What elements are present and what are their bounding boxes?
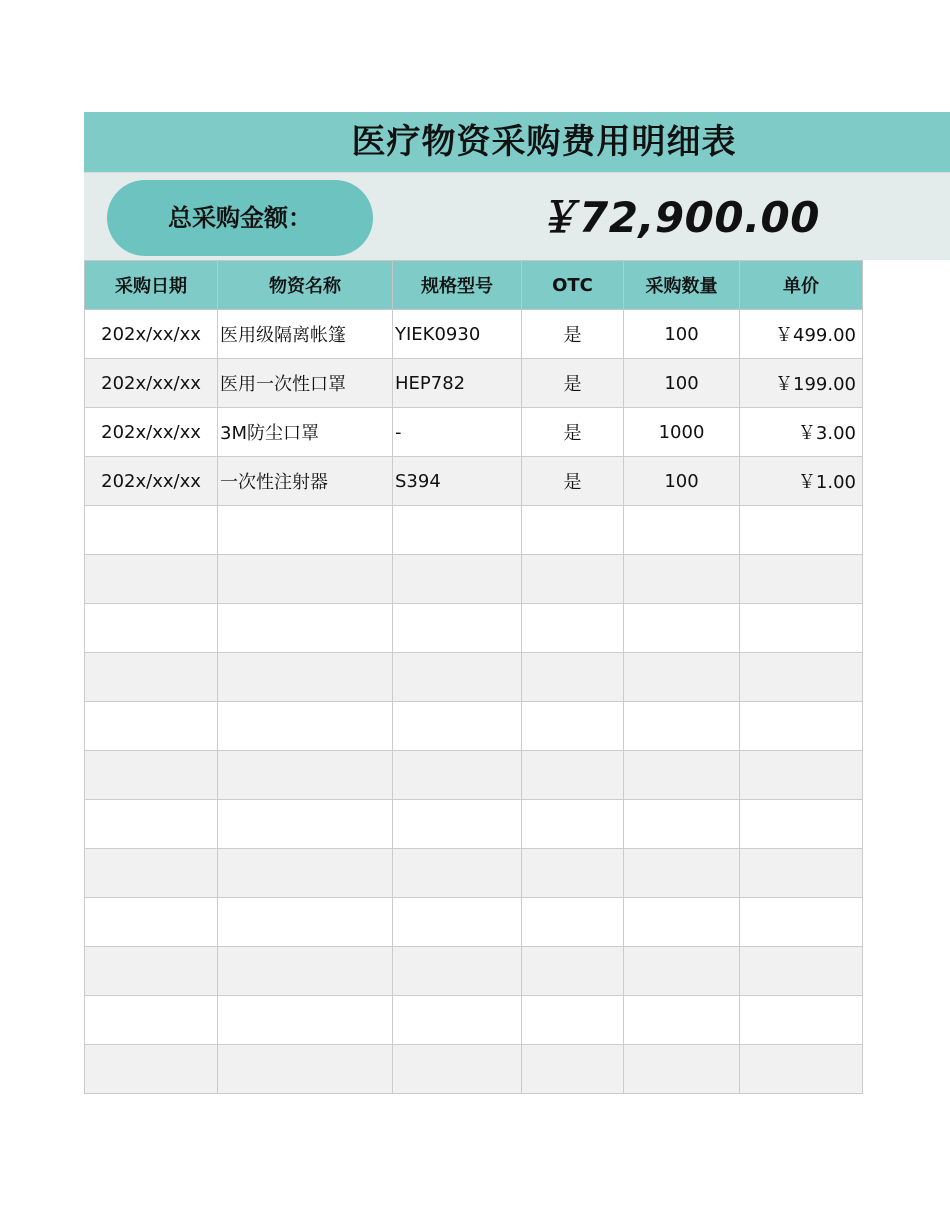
cell-spec-model[interactable] (393, 702, 522, 751)
table-row (85, 604, 863, 653)
cell-unit-price[interactable] (740, 996, 863, 1045)
table-row (85, 702, 863, 751)
cell-spec-model[interactable] (393, 947, 522, 996)
cell-quantity[interactable] (624, 653, 740, 702)
cell-quantity[interactable] (624, 1045, 740, 1094)
total-amount-label: 总采购金额： (107, 180, 373, 256)
cell-item-name[interactable] (218, 947, 393, 996)
cell-purchase-date[interactable] (85, 800, 218, 849)
cell-unit-price[interactable] (740, 653, 863, 702)
cell-quantity[interactable] (624, 947, 740, 996)
cell-item-name[interactable] (218, 800, 393, 849)
cell-spec-model[interactable] (393, 898, 522, 947)
cell-purchase-date[interactable] (85, 996, 218, 1045)
page-title: 医疗物资采购费用明细表 (351, 122, 737, 162)
cell-quantity[interactable] (624, 702, 740, 751)
cell-otc[interactable] (522, 947, 624, 996)
cell-otc[interactable] (522, 653, 624, 702)
header-otc[interactable]: OTC (522, 261, 624, 310)
cell-unit-price[interactable] (740, 947, 863, 996)
table-row (85, 506, 863, 555)
total-amount-value: ￥72,900.00 (536, 193, 820, 242)
table-row (85, 359, 863, 408)
cell-item-name[interactable]: 医用一次性口罩 (218, 359, 393, 408)
cell-item-name[interactable] (218, 653, 393, 702)
cell-quantity[interactable]: 100 (624, 457, 740, 506)
cell-item-name[interactable] (218, 996, 393, 1045)
header-purchase-date[interactable]: 采购日期 (85, 261, 218, 310)
cell-item-name[interactable] (218, 604, 393, 653)
cell-unit-price[interactable]: ￥199.00 (740, 359, 863, 408)
cell-purchase-date[interactable]: 202x/xx/xx (85, 310, 218, 359)
cell-spec-model[interactable] (393, 800, 522, 849)
cell-purchase-date[interactable] (85, 702, 218, 751)
cell-otc[interactable] (522, 555, 624, 604)
cell-purchase-date[interactable]: 202x/xx/xx (85, 408, 218, 457)
table-row (85, 408, 863, 457)
cell-item-name[interactable]: 3M防尘口罩 (218, 408, 393, 457)
cell-otc[interactable]: 是 (522, 310, 624, 359)
table-row (85, 653, 863, 702)
cell-spec-model[interactable] (393, 849, 522, 898)
cell-purchase-date[interactable]: 202x/xx/xx (85, 457, 218, 506)
header-spec-model[interactable]: 规格型号 (393, 261, 522, 310)
table-row (85, 310, 863, 359)
header-item-name[interactable]: 物资名称 (218, 261, 393, 310)
cell-purchase-date[interactable] (85, 604, 218, 653)
cell-purchase-date[interactable] (85, 1045, 218, 1094)
cell-purchase-date[interactable] (85, 555, 218, 604)
cell-quantity[interactable]: 1000 (624, 408, 740, 457)
cell-spec-model[interactable] (393, 604, 522, 653)
cell-otc[interactable] (522, 506, 624, 555)
table-body (85, 310, 863, 1094)
cell-unit-price[interactable] (740, 604, 863, 653)
table-row (85, 947, 863, 996)
cell-otc[interactable] (522, 751, 624, 800)
cell-quantity[interactable] (624, 849, 740, 898)
cell-otc[interactable] (522, 849, 624, 898)
cell-quantity[interactable] (624, 996, 740, 1045)
cell-purchase-date[interactable] (85, 947, 218, 996)
cell-item-name[interactable]: 一次性注射器 (218, 457, 393, 506)
table-row (85, 800, 863, 849)
cell-purchase-date[interactable] (85, 506, 218, 555)
table-header-row (85, 261, 863, 310)
cell-spec-model[interactable]: - (393, 408, 522, 457)
cell-unit-price[interactable] (740, 751, 863, 800)
cell-quantity[interactable] (624, 898, 740, 947)
cell-purchase-date[interactable]: 202x/xx/xx (85, 359, 218, 408)
cell-otc[interactable]: 是 (522, 457, 624, 506)
cell-unit-price[interactable]: ￥1.00 (740, 457, 863, 506)
cell-item-name[interactable] (218, 555, 393, 604)
cell-unit-price[interactable]: ￥3.00 (740, 408, 863, 457)
cell-otc[interactable]: 是 (522, 359, 624, 408)
table-row (85, 751, 863, 800)
header-unit-price[interactable]: 单价 (740, 261, 863, 310)
table-row (85, 849, 863, 898)
table-row (85, 898, 863, 947)
cell-spec-model[interactable]: YIEK0930 (393, 310, 522, 359)
cell-quantity[interactable] (624, 751, 740, 800)
cell-purchase-date[interactable] (85, 849, 218, 898)
cell-unit-price[interactable] (740, 1045, 863, 1094)
table-row (85, 1045, 863, 1094)
cell-unit-price[interactable]: ￥499.00 (740, 310, 863, 359)
cell-otc[interactable] (522, 1045, 624, 1094)
cell-item-name[interactable] (218, 849, 393, 898)
cell-item-name[interactable] (218, 1045, 393, 1094)
cell-spec-model[interactable]: HEP782 (393, 359, 522, 408)
cell-otc[interactable] (522, 702, 624, 751)
cell-spec-model[interactable] (393, 506, 522, 555)
table-row (85, 457, 863, 506)
cell-otc[interactable] (522, 604, 624, 653)
cell-spec-model[interactable] (393, 555, 522, 604)
cell-otc[interactable]: 是 (522, 408, 624, 457)
cell-unit-price[interactable] (740, 555, 863, 604)
table-row (85, 996, 863, 1045)
table-row (85, 555, 863, 604)
cell-quantity[interactable] (624, 800, 740, 849)
cell-unit-price[interactable] (740, 898, 863, 947)
cell-quantity[interactable] (624, 604, 740, 653)
cell-otc[interactable] (522, 996, 624, 1045)
cell-item-name[interactable] (218, 506, 393, 555)
cell-quantity[interactable]: 100 (624, 310, 740, 359)
cell-spec-model[interactable] (393, 1045, 522, 1094)
cell-unit-price[interactable] (740, 800, 863, 849)
cell-purchase-date[interactable] (85, 751, 218, 800)
header-quantity[interactable]: 采购数量 (624, 261, 740, 310)
cell-spec-model[interactable]: S394 (393, 457, 522, 506)
cell-quantity[interactable]: 100 (624, 359, 740, 408)
cell-spec-model[interactable] (393, 653, 522, 702)
cell-unit-price[interactable] (740, 702, 863, 751)
cell-item-name[interactable] (218, 898, 393, 947)
cell-purchase-date[interactable] (85, 653, 218, 702)
cell-unit-price[interactable] (740, 849, 863, 898)
cell-item-name[interactable] (218, 751, 393, 800)
cell-spec-model[interactable] (393, 751, 522, 800)
cell-unit-price[interactable] (740, 506, 863, 555)
cell-otc[interactable] (522, 898, 624, 947)
cell-quantity[interactable] (624, 555, 740, 604)
cell-item-name[interactable]: 医用级隔离帐篷 (218, 310, 393, 359)
cell-item-name[interactable] (218, 702, 393, 751)
cell-spec-model[interactable] (393, 996, 522, 1045)
cell-quantity[interactable] (624, 506, 740, 555)
purchase-detail-table (84, 260, 863, 1094)
cell-purchase-date[interactable] (85, 898, 218, 947)
cell-otc[interactable] (522, 800, 624, 849)
